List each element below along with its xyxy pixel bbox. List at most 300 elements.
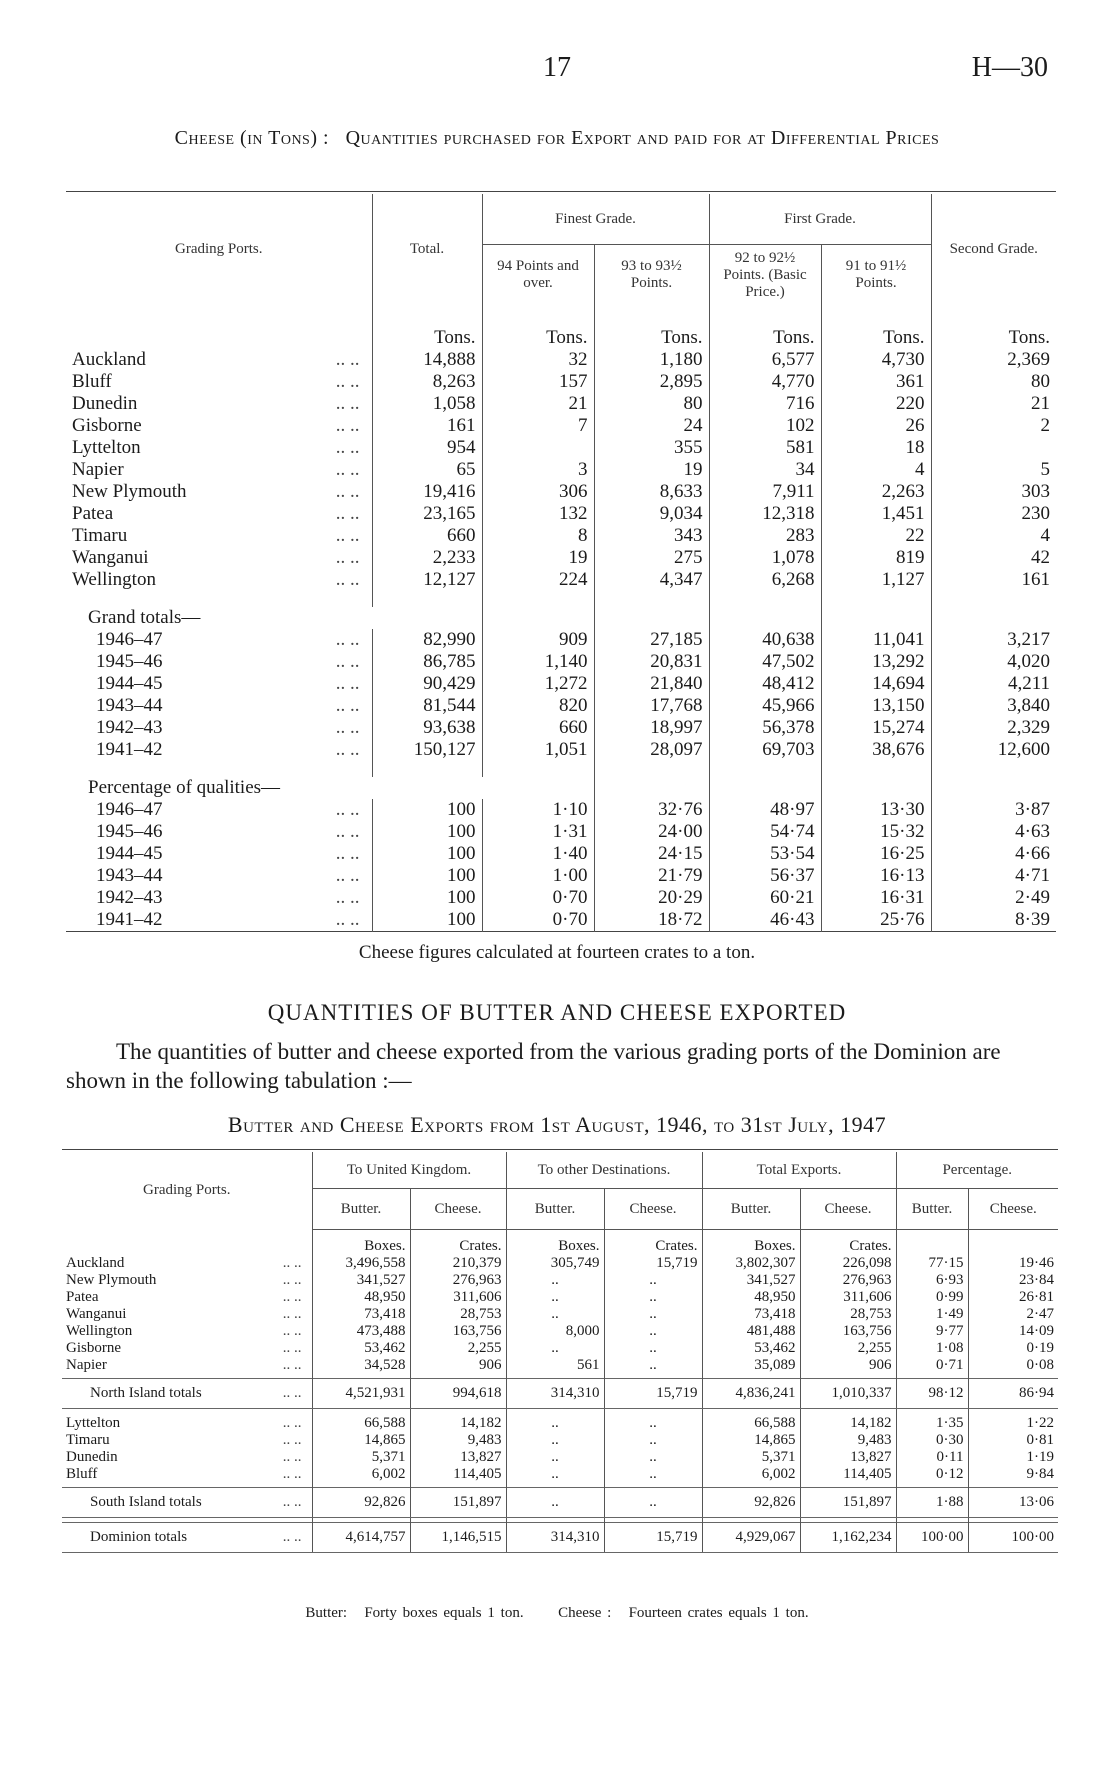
value-second — [931, 437, 1056, 459]
unit-label: Tons. — [1008, 327, 1050, 348]
value-p91: 361 — [821, 371, 931, 393]
value-pc_c: 14·09 — [1019, 1323, 1054, 1339]
value-tot_b: 35,089 — [702, 1357, 800, 1374]
grp-finest-grade: Finest Grade. — [482, 194, 709, 245]
value-pc_c: 9·84 — [1026, 1466, 1054, 1482]
total-ot_c: 15,719 — [604, 1523, 702, 1553]
value-p92: 47,502 — [709, 651, 821, 673]
total-pc_c: 86·94 — [968, 1379, 1058, 1409]
value-second: 5 — [1040, 459, 1050, 480]
spacer-cell — [482, 591, 594, 607]
spacer-cell — [372, 761, 482, 777]
value-pc_c: 2·47 — [1026, 1306, 1054, 1322]
value-p91: 18 — [821, 437, 931, 459]
spacer-cell — [482, 607, 594, 629]
value-p94: 1·31 — [482, 821, 594, 843]
value-pc_b: 77·15 — [896, 1255, 968, 1272]
value-p94: 1·40 — [482, 843, 594, 865]
port-name: Bluff .. .. — [62, 1466, 312, 1483]
footnote-butter-text: Forty boxes equals 1 ton. — [364, 1605, 524, 1621]
value-total: 1,058 — [372, 393, 482, 415]
footnote-cheese-text: Fourteen crates equals 1 ton. — [628, 1605, 809, 1621]
spacer-cell — [312, 1230, 410, 1239]
value-second: 2·49 — [1015, 887, 1050, 908]
port-row — [62, 1255, 1058, 1272]
value-p93: 24·15 — [594, 843, 709, 865]
value-total: 86,785 — [372, 651, 482, 673]
value-total: 100 — [372, 843, 482, 865]
value-p93: 21·79 — [594, 865, 709, 887]
total-ot_b: 314,310 — [506, 1523, 604, 1553]
value-uk_c: 276,963 — [410, 1272, 506, 1289]
value-uk_b: 14,865 — [312, 1432, 410, 1449]
dot-leader: .. .. — [335, 393, 360, 414]
value-second: 303 — [1021, 481, 1050, 502]
year-row — [66, 739, 1056, 761]
value-total: 100 — [372, 821, 482, 843]
unit-label: Tons. — [821, 327, 931, 349]
col-second-grade: Second Grade. — [949, 241, 1038, 257]
total-pc_b: 1·88 — [896, 1488, 968, 1518]
dot-leader: .. .. — [335, 547, 360, 568]
value-p94: 7 — [482, 415, 594, 437]
value-tot_b: 73,418 — [702, 1306, 800, 1323]
value-pc_b: 1·49 — [896, 1306, 968, 1323]
value-p94: 1,140 — [482, 651, 594, 673]
dot-leader: .. .. — [335, 481, 360, 502]
dot-leader: .. .. — [282, 1529, 302, 1545]
port-row — [66, 371, 1056, 393]
value-ot_c: .. — [604, 1289, 702, 1306]
value-p93: 18,997 — [594, 717, 709, 739]
unit-label: Boxes. — [506, 1238, 604, 1255]
spacer-cell — [594, 777, 709, 799]
total-ot_b: .. — [506, 1488, 604, 1518]
value-second: 42 — [1031, 547, 1050, 568]
value-second: 2,369 — [1007, 349, 1050, 370]
spacer-cell — [821, 591, 931, 607]
exports-footnote — [0, 1605, 1114, 1622]
unit-label: Boxes. — [702, 1238, 800, 1255]
unit-label: Tons. — [482, 327, 594, 349]
north-island-totals-row — [62, 1379, 1058, 1409]
value-uk_c: 114,405 — [410, 1466, 506, 1483]
value-second: 161 — [1021, 569, 1050, 590]
spacer-cell — [506, 1230, 604, 1239]
spacer-cell — [66, 305, 372, 327]
total-tot_b: 92,826 — [702, 1488, 800, 1518]
value-uk_b: 473,488 — [312, 1323, 410, 1340]
value-p91: 16·13 — [821, 865, 931, 887]
value-second: 2,329 — [1007, 717, 1050, 738]
col-total: Total. — [372, 194, 482, 305]
value-p91: 1,451 — [821, 503, 931, 525]
total-uk_b: 92,826 — [312, 1488, 410, 1518]
value-tot_c: 14,182 — [800, 1415, 896, 1432]
dot-leader: .. .. — [335, 739, 360, 760]
port-name: Bluff .. .. — [66, 371, 372, 393]
value-uk_c: 28,753 — [410, 1306, 506, 1323]
value-p94: 820 — [482, 695, 594, 717]
value-p91: 38,676 — [821, 739, 931, 761]
year-label: 1946–47 .. .. — [66, 629, 372, 651]
unit-label: Tons. — [594, 327, 709, 349]
value-p91: 13·30 — [821, 799, 931, 821]
value-tot_b: 5,371 — [702, 1449, 800, 1466]
year-label: 1943–44 .. .. — [66, 695, 372, 717]
port-row — [66, 525, 1056, 547]
year-row — [66, 909, 1056, 932]
value-p91: 14,694 — [821, 673, 931, 695]
value-tot_c: 163,756 — [800, 1323, 896, 1340]
unit-blank — [896, 1238, 968, 1255]
value-ot_b: .. — [506, 1432, 604, 1449]
value-p94: 3 — [482, 459, 594, 481]
spacer-cell — [66, 761, 372, 777]
value-p93: 1,180 — [594, 349, 709, 371]
value-p94: 8 — [482, 525, 594, 547]
value-ot_b: 305,749 — [506, 1255, 604, 1272]
unit-blank — [62, 1238, 312, 1255]
value-p92: 45,966 — [709, 695, 821, 717]
value-pc_b: 0·11 — [896, 1449, 968, 1466]
port-row — [62, 1306, 1058, 1323]
spacer-cell — [702, 1230, 800, 1239]
value-p94: 660 — [482, 717, 594, 739]
col-grading-ports: Grading Ports. — [62, 1152, 312, 1230]
value-p93: 20,831 — [594, 651, 709, 673]
value-pc_c: 0·08 — [1026, 1357, 1054, 1373]
value-tot_c: 311,606 — [800, 1289, 896, 1306]
year-label: 1945–46 .. .. — [66, 821, 372, 843]
value-ot_b: 8,000 — [506, 1323, 604, 1340]
port-name: Wellington .. .. — [62, 1323, 312, 1340]
value-tot_c: 114,405 — [800, 1466, 896, 1483]
year-row — [66, 843, 1056, 865]
value-tot_c: 13,827 — [800, 1449, 896, 1466]
port-name: Timaru .. .. — [66, 525, 372, 547]
value-tot_b: 481,488 — [702, 1323, 800, 1340]
value-p93: 80 — [594, 393, 709, 415]
value-tot_b: 3,802,307 — [702, 1255, 800, 1272]
year-label: 1946–47 .. .. — [66, 799, 372, 821]
cheese-grades-table — [66, 194, 1056, 934]
value-ot_c: .. — [604, 1323, 702, 1340]
total-uk_b: 4,614,757 — [312, 1523, 410, 1553]
port-row — [66, 569, 1056, 591]
value-p91: 26 — [821, 415, 931, 437]
value-p92: 7,911 — [709, 481, 821, 503]
value-p94: 1,051 — [482, 739, 594, 761]
exports-table — [62, 1152, 1058, 1553]
value-p94: 909 — [482, 629, 594, 651]
spacer-cell — [594, 607, 709, 629]
value-uk_c: 9,483 — [410, 1432, 506, 1449]
year-row — [66, 651, 1056, 673]
footnote-butter-label: Butter: — [305, 1605, 348, 1621]
total-uk_c: 994,618 — [410, 1379, 506, 1409]
value-p94: 1,272 — [482, 673, 594, 695]
value-total: 14,888 — [372, 349, 482, 371]
value-total: 93,638 — [372, 717, 482, 739]
dot-leader: .. .. — [335, 695, 360, 716]
dot-leader: .. .. — [335, 887, 360, 908]
port-name: Dunedin .. .. — [62, 1449, 312, 1466]
port-name: Napier .. .. — [62, 1357, 312, 1374]
value-pc_c: 0·81 — [1026, 1432, 1054, 1448]
dot-leader: .. .. — [282, 1385, 302, 1401]
value-p91: 819 — [821, 547, 931, 569]
dot-leader: .. .. — [282, 1415, 302, 1431]
year-label: 1944–45 .. .. — [66, 673, 372, 695]
value-p91: 4,730 — [821, 349, 931, 371]
col-other-butter: Butter. — [506, 1189, 604, 1230]
port-row — [62, 1323, 1058, 1340]
port-row — [62, 1340, 1058, 1357]
port-name: Wellington .. .. — [66, 569, 372, 591]
port-name: Auckland .. .. — [62, 1255, 312, 1272]
spacer-cell — [372, 591, 482, 607]
total-tot_c: 1,162,234 — [800, 1523, 896, 1553]
value-p92: 283 — [709, 525, 821, 547]
spacer-cell — [62, 1230, 312, 1239]
value-ot_b: .. — [506, 1289, 604, 1306]
value-p92: 56,378 — [709, 717, 821, 739]
value-total: 100 — [372, 887, 482, 909]
col-uk-butter: Butter. — [312, 1189, 410, 1230]
value-p94: 32 — [482, 349, 594, 371]
value-total: 19,416 — [372, 481, 482, 503]
value-pc_b: 1·35 — [896, 1415, 968, 1432]
value-p91: 13,292 — [821, 651, 931, 673]
value-p91: 4 — [821, 459, 931, 481]
value-p94 — [482, 437, 594, 459]
value-second: 3,840 — [1007, 695, 1050, 716]
value-p91: 13,150 — [821, 695, 931, 717]
value-p91: 15·32 — [821, 821, 931, 843]
value-ot_c: .. — [604, 1340, 702, 1357]
value-p91: 25·76 — [821, 909, 931, 932]
dot-leader: .. .. — [335, 843, 360, 864]
value-pc_b: 0·99 — [896, 1289, 968, 1306]
value-total: 100 — [372, 799, 482, 821]
grp-percentage: Percentage. — [896, 1152, 1058, 1189]
value-p92: 1,078 — [709, 547, 821, 569]
dot-leader: .. .. — [282, 1357, 302, 1373]
value-p94: 21 — [482, 393, 594, 415]
value-p92: 6,268 — [709, 569, 821, 591]
port-name: Patea .. .. — [66, 503, 372, 525]
dot-leader: .. .. — [335, 349, 360, 370]
section-heading: QUANTITIES OF BUTTER AND CHEESE EXPORTED — [267, 1000, 847, 1025]
year-row — [66, 673, 1056, 695]
total-tot_c: 1,010,337 — [800, 1379, 896, 1409]
port-row — [66, 459, 1056, 481]
dot-leader: .. .. — [335, 503, 360, 524]
spacer-cell — [410, 1230, 506, 1239]
value-tot_b: 6,002 — [702, 1466, 800, 1483]
value-uk_c: 163,756 — [410, 1323, 506, 1340]
value-second: 12,600 — [997, 739, 1050, 760]
col-total-cheese: Cheese. — [800, 1189, 896, 1230]
dot-leader: .. .. — [335, 651, 360, 672]
footnote-cheese-label: Cheese : — [558, 1605, 612, 1621]
port-name: Wanganui .. .. — [62, 1306, 312, 1323]
value-p94: 0·70 — [482, 887, 594, 909]
port-row — [62, 1357, 1058, 1374]
page-number: 17 — [543, 52, 571, 83]
exports-table-title: Butter and Cheese Exports from 1st August, 1946, to 31st July, 1947 — [227, 1112, 887, 1137]
value-second: 3,217 — [1007, 629, 1050, 650]
value-ot_b: .. — [506, 1272, 604, 1289]
value-total: 150,127 — [372, 739, 482, 761]
grand-totals-label: Grand totals— — [88, 607, 201, 628]
spacer-cell — [709, 761, 821, 777]
section-paragraph: The quantities of butter and cheese exported from the various grading ports of the Dominion are shown in the following tabulation :— — [66, 1039, 1001, 1093]
col-94-points: 94 Points and over. — [482, 245, 594, 306]
spacer-row — [66, 305, 1056, 327]
grp-first-grade: First Grade. — [709, 194, 931, 245]
total-pc_c: 13·06 — [968, 1488, 1058, 1518]
col-pct-cheese: Cheese. — [968, 1189, 1058, 1230]
spacer-row — [62, 1230, 1058, 1239]
value-p93: 24·00 — [594, 821, 709, 843]
spacer-cell — [482, 777, 594, 799]
port-row — [62, 1289, 1058, 1306]
col-grading-ports: Grading Ports. — [66, 194, 372, 305]
cheese-title-main: Cheese (in Tons) : — [174, 127, 330, 149]
value-ot_c: .. — [604, 1432, 702, 1449]
value-total: 81,544 — [372, 695, 482, 717]
value-tot_c: 906 — [800, 1357, 896, 1374]
unit-label: Boxes. — [312, 1238, 410, 1255]
value-p93: 18·72 — [594, 909, 709, 932]
total-ot_b: 314,310 — [506, 1379, 604, 1409]
value-p93: 355 — [594, 437, 709, 459]
value-p92: 48·97 — [709, 799, 821, 821]
dot-leader: .. .. — [335, 865, 360, 886]
dot-leader: .. .. — [282, 1255, 302, 1271]
value-uk_c: 906 — [410, 1357, 506, 1374]
port-name: Patea .. .. — [62, 1289, 312, 1306]
port-name: Dunedin .. .. — [66, 393, 372, 415]
dot-leader: .. .. — [335, 909, 360, 930]
spacer-cell — [372, 607, 482, 629]
value-tot_b: 48,950 — [702, 1289, 800, 1306]
port-row — [66, 547, 1056, 569]
total-uk_c: 151,897 — [410, 1488, 506, 1518]
value-total: 12,127 — [372, 569, 482, 591]
dot-leader: .. .. — [282, 1323, 302, 1339]
value-p94: 306 — [482, 481, 594, 503]
value-p92: 69,703 — [709, 739, 821, 761]
value-ot_b: .. — [506, 1466, 604, 1483]
unit-label: Crates. — [800, 1238, 896, 1255]
year-row — [66, 865, 1056, 887]
spacer-cell — [821, 761, 931, 777]
value-total: 954 — [372, 437, 482, 459]
year-row — [66, 799, 1056, 821]
total-tot_b: 4,836,241 — [702, 1379, 800, 1409]
value-p91: 1,127 — [821, 569, 931, 591]
value-tot_c: 226,098 — [800, 1255, 896, 1272]
value-p91: 16·31 — [821, 887, 931, 909]
dot-leader: .. .. — [335, 629, 360, 650]
port-name: Wanganui .. .. — [66, 547, 372, 569]
spacer-cell — [482, 761, 594, 777]
dot-leader: .. .. — [335, 371, 360, 392]
value-p93: 275 — [594, 547, 709, 569]
value-tot_b: 53,462 — [702, 1340, 800, 1357]
spacer-cell — [821, 305, 931, 327]
dot-leader: .. .. — [335, 525, 360, 546]
dot-leader: .. .. — [282, 1466, 302, 1482]
col-93-points: 93 to 93½ Points. — [594, 245, 709, 306]
value-ot_b: .. — [506, 1415, 604, 1432]
value-p93: 2,895 — [594, 371, 709, 393]
value-pc_c: 0·19 — [1026, 1340, 1054, 1356]
value-p91: 11,041 — [821, 629, 931, 651]
value-second: 2 — [1040, 415, 1050, 436]
value-uk_b: 341,527 — [312, 1272, 410, 1289]
value-p94: 0·70 — [482, 909, 594, 932]
value-p93: 8,633 — [594, 481, 709, 503]
value-p93: 4,347 — [594, 569, 709, 591]
value-p93: 17,768 — [594, 695, 709, 717]
value-p92: 6,577 — [709, 349, 821, 371]
value-p91: 220 — [821, 393, 931, 415]
value-pc_b: 0·71 — [896, 1357, 968, 1374]
value-ot_b: .. — [506, 1449, 604, 1466]
value-p93: 32·76 — [594, 799, 709, 821]
value-tot_c: 9,483 — [800, 1432, 896, 1449]
value-uk_c: 13,827 — [410, 1449, 506, 1466]
spacer-cell — [594, 591, 709, 607]
value-p92: 581 — [709, 437, 821, 459]
spacer-cell — [66, 591, 372, 607]
document-reference: H—30 — [971, 52, 1048, 83]
units-row — [66, 327, 1056, 349]
year-row — [66, 629, 1056, 651]
value-second: 230 — [1021, 503, 1050, 524]
total-label: North Island totals .. .. — [62, 1379, 312, 1409]
spacer-cell — [931, 777, 1056, 799]
value-pc_b: 9·77 — [896, 1323, 968, 1340]
value-p94: 1·00 — [482, 865, 594, 887]
value-second: 80 — [1031, 371, 1050, 392]
dominion-totals-row — [62, 1523, 1058, 1553]
port-name: New Plymouth .. .. — [62, 1272, 312, 1289]
port-row — [66, 503, 1056, 525]
port-name: Lyttelton .. .. — [62, 1415, 312, 1432]
total-uk_b: 4,521,931 — [312, 1379, 410, 1409]
total-pc_b: 98·12 — [896, 1379, 968, 1409]
col-uk-cheese: Cheese. — [410, 1189, 506, 1230]
value-total: 660 — [372, 525, 482, 547]
year-row — [66, 821, 1056, 843]
value-pc_c: 26·81 — [1019, 1289, 1054, 1305]
value-total: 65 — [372, 459, 482, 481]
spacer-cell — [821, 607, 931, 629]
year-label: 1941–42 .. .. — [66, 739, 372, 761]
total-label: South Island totals .. .. — [62, 1488, 312, 1518]
value-p94: 157 — [482, 371, 594, 393]
col-other-cheese: Cheese. — [604, 1189, 702, 1230]
year-label: 1945–46 .. .. — [66, 651, 372, 673]
total-tot_b: 4,929,067 — [702, 1523, 800, 1553]
value-uk_b: 34,528 — [312, 1357, 410, 1374]
value-second: 4 — [1040, 525, 1050, 546]
